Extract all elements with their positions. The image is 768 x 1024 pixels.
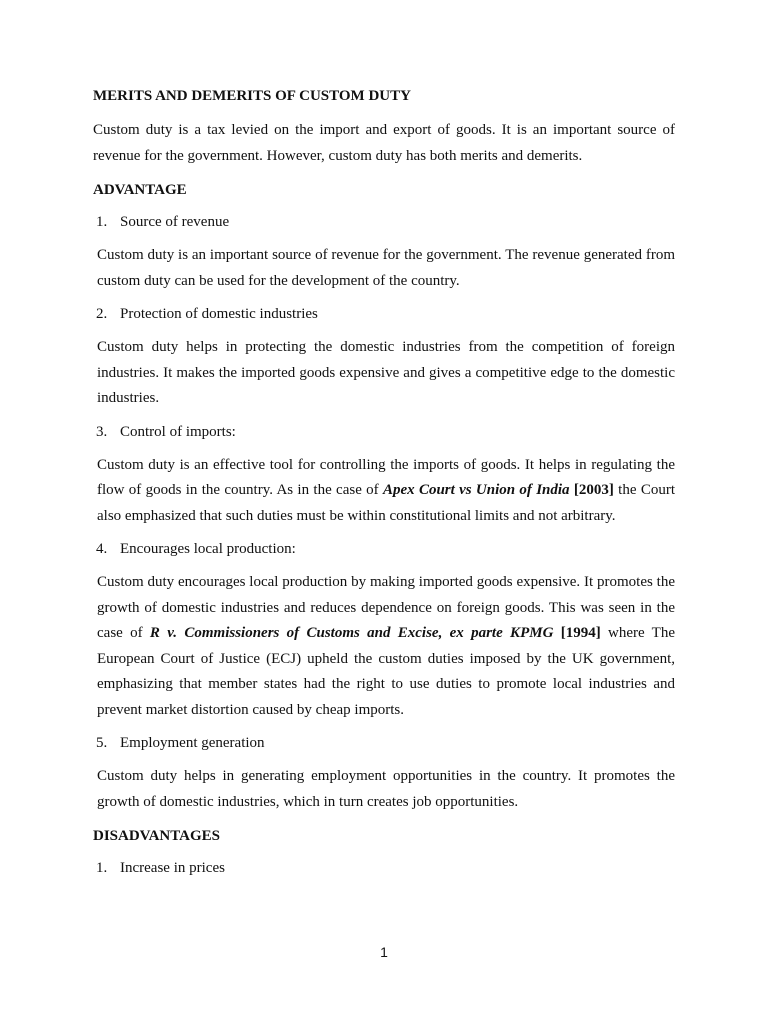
item-heading-text: Employment generation (120, 735, 265, 751)
advantage-item-5-text: Custom duty helps in generating employment opportunities in the country. It promotes the growth of domestic industries, which in turn creates job opportunities. (97, 768, 675, 810)
document-content (93, 84, 675, 880)
advantage-item-3-text (97, 453, 675, 530)
advantage-item-4-heading (96, 537, 675, 561)
case-citation: R v. Commissioners of Customs and Excise, ex parte KPMG (149, 625, 554, 641)
case-year: [2003] (573, 482, 614, 498)
paragraph-text: where The European Court of Justice (ECJ) upheld the custom duties imposed by the UK government, emphasizing that member states had the right to use duties to promote local industries and prevent market distortion caused by cheap imports. (97, 625, 676, 718)
page-number: 1 (380, 944, 388, 960)
advantage-item-1-heading (96, 210, 675, 234)
intro-paragraph: Custom duty is a tax levied on the import and export of goods. It is an important source of revenue for the government. However, custom duty has both merits and demerits. (93, 122, 675, 164)
disadvantage-item-1-heading (96, 856, 675, 880)
item-number: 5. (96, 735, 108, 751)
case-citation: Apex Court vs Union of India (382, 482, 570, 498)
advantage-item-1-text: Custom duty is an important source of revenue for the government. The revenue generated from custom duty can be used for the development of the country. (97, 247, 675, 289)
document-title: MERITS AND DEMERITS OF CUSTOM DUTY (93, 88, 411, 104)
paragraph-text: Custom duty encourages local production by making imported goods expensive. It promotes the growth of domestic industries and reduces dependence on foreign goods. This was seen in the case of (97, 574, 675, 641)
advantage-item-2-heading (96, 302, 675, 326)
advantage-item-5-heading (96, 731, 675, 755)
item-heading-text: Source of revenue (120, 214, 230, 230)
item-heading-text: Increase in prices (120, 860, 225, 876)
item-heading-text: Encourages local production: (120, 541, 296, 557)
disadvantages-heading: DISADVANTAGES (93, 828, 220, 844)
item-number: 2. (96, 306, 108, 322)
item-number: 1. (96, 860, 108, 876)
item-number: 4. (96, 541, 108, 557)
item-heading-text: Protection of domestic industries (120, 306, 318, 322)
case-year: [1994] (560, 625, 601, 641)
advantages-heading: ADVANTAGE (93, 182, 187, 198)
paragraph-text: Custom duty is an effective tool for controlling the imports of goods. It helps in regulating the flow of goods in the country. As in the case of (97, 456, 675, 498)
item-heading-text: Control of imports: (120, 423, 236, 440)
item-number: 3. (96, 423, 108, 440)
advantage-item-4-text (97, 570, 675, 723)
paragraph-text: the Court also emphasized that such duties must be within constitutional limits and not arbitrary. (97, 482, 675, 524)
advantage-item-2-text: Custom duty helps in protecting the domestic industries from the competition of foreign industries. It makes the imported goods expensive and gives a competitive edge to the domestic industries. (97, 339, 675, 406)
item-number: 1. (96, 214, 108, 230)
advantage-item-3-heading (96, 420, 675, 444)
